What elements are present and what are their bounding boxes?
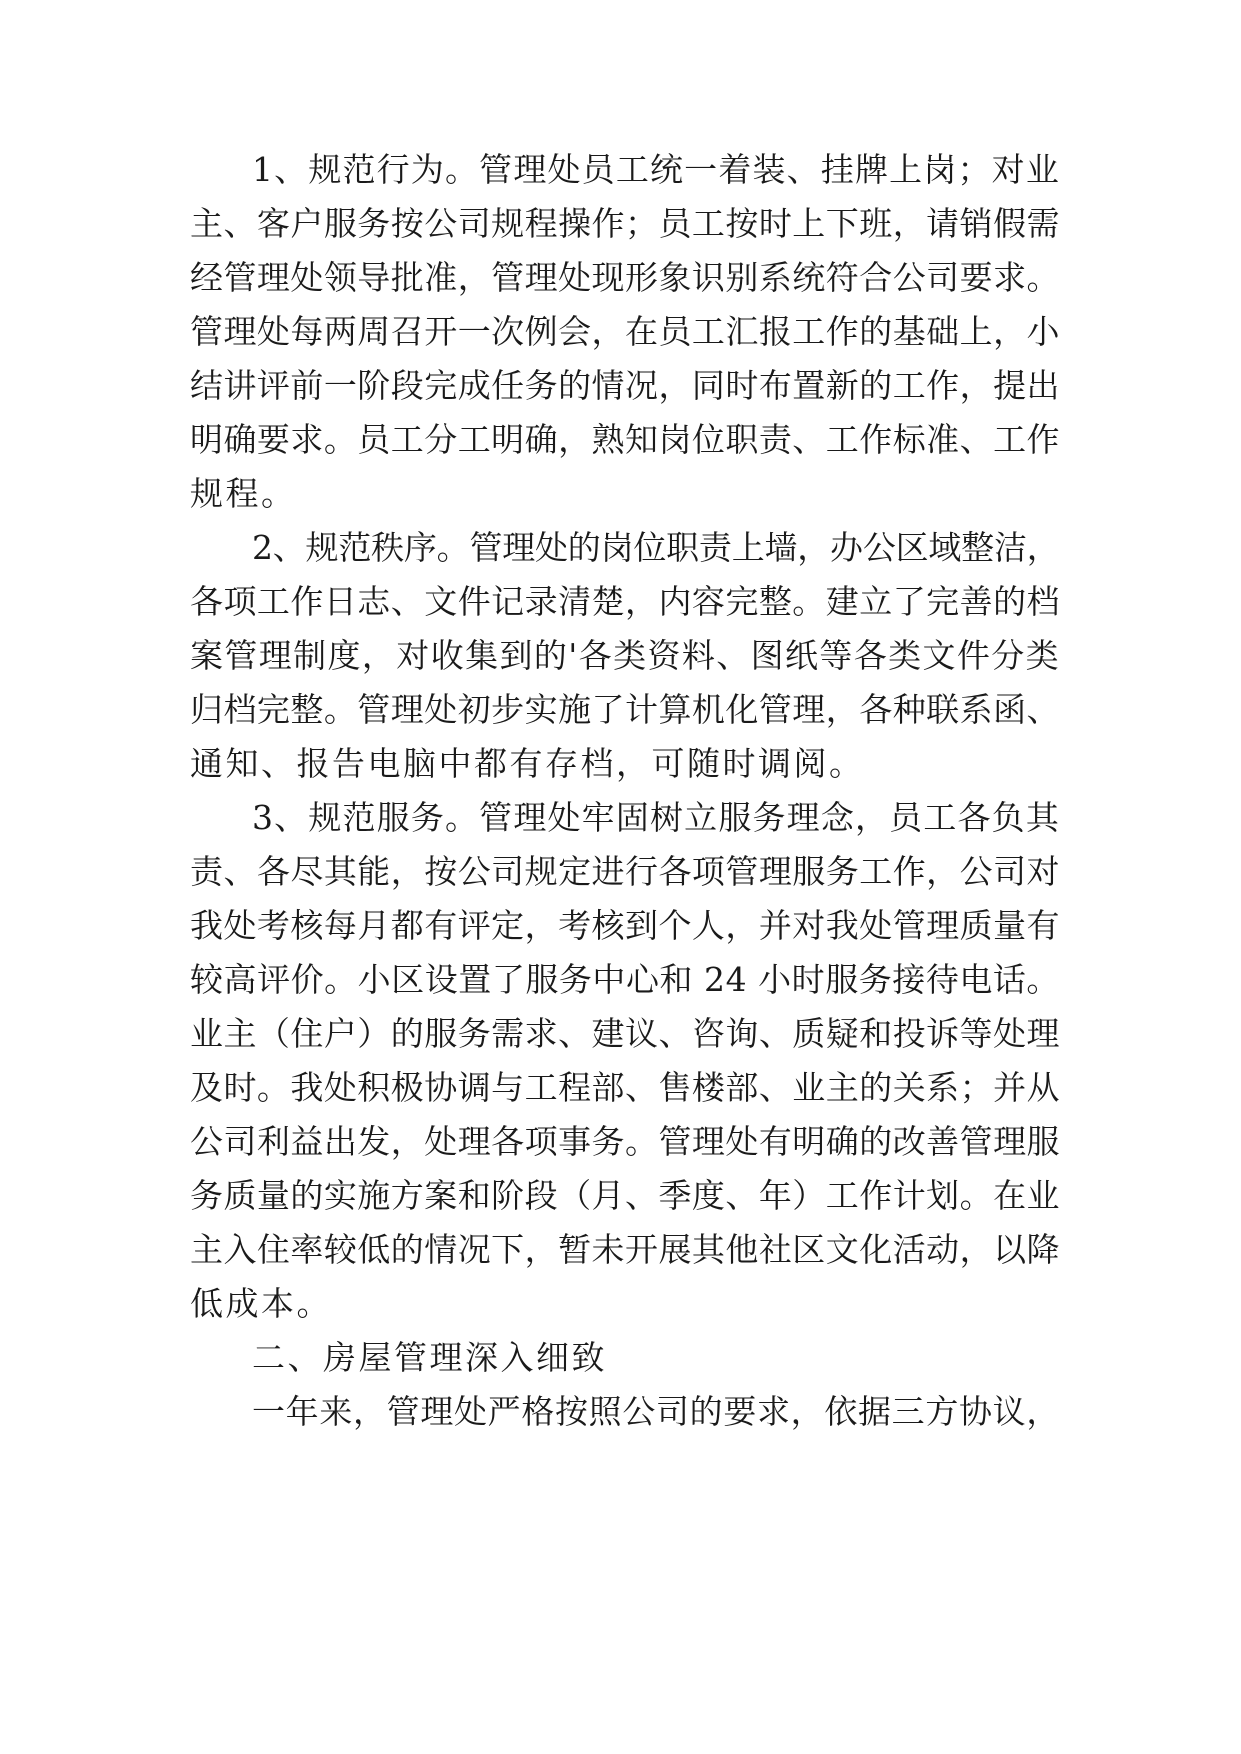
text-line: 主入住率较低的情况下，暂未开展其他社区文化活动，以降 [190, 1230, 1060, 1269]
text-line: 3、规范服务。管理处牢固树立服务理念，员工各负其 [252, 798, 1060, 837]
text-line: 通知、报告电脑中都有存档，可随时调阅。 [190, 744, 865, 783]
text-line: 一年来，管理处严格按照公司的要求，依据三方协议， [252, 1392, 1060, 1431]
text-line: 我处考核每月都有评定，考核到个人，并对我处管理质量有 [190, 906, 1060, 945]
text-line: 低成本。 [190, 1284, 332, 1323]
text-line: 1、规范行为。管理处员工统一着装、挂牌上岗；对业 [252, 150, 1060, 189]
text-line: 及时。我处积极协调与工程部、售楼部、业主的关系；并从 [190, 1068, 1060, 1107]
text-line: 责、各尽其能，按公司规定进行各项管理服务工作，公司对 [190, 852, 1060, 891]
text-line: 业主（住户）的服务需求、建议、咨询、质疑和投诉等处理 [190, 1014, 1060, 1053]
text-line: 经管理处领导批准，管理处现形象识别系统符合公司要求。 [190, 258, 1060, 297]
text-line: 结讲评前一阶段完成任务的情况，同时布置新的工作，提出 [190, 366, 1060, 405]
text-line: 归档完整。管理处初步实施了计算机化管理，各种联系函、 [190, 690, 1060, 729]
text-line: 管理处每两周召开一次例会，在员工汇报工作的基础上，小 [190, 312, 1060, 351]
text-line: 公司利益出发，处理各项事务。管理处有明确的改善管理服 [190, 1122, 1060, 1161]
text-line: 主、客户服务按公司规程操作；员工按时上下班，请销假需 [190, 204, 1060, 243]
text-line: 明确要求。员工分工明确，熟知岗位职责、工作标准、工作 [190, 420, 1060, 459]
section-heading: 二、房屋管理深入细致 [252, 1338, 607, 1377]
text-line: 规程。 [190, 474, 297, 513]
text-line: 较高评价。小区设置了服务中心和 24 小时服务接待电话。 [190, 960, 1060, 999]
text-line: 各项工作日志、文件记录清楚，内容完整。建立了完善的档 [190, 582, 1060, 621]
text-line: 务质量的实施方案和阶段（月、季度、年）工作计划。在业 [190, 1176, 1060, 1215]
text-line: 案管理制度，对收集到的'各类资料、图纸等各类文件分类 [190, 636, 1061, 675]
text-line: 2、规范秩序。管理处的岗位职责上墙，办公区域整洁， [252, 528, 1060, 567]
